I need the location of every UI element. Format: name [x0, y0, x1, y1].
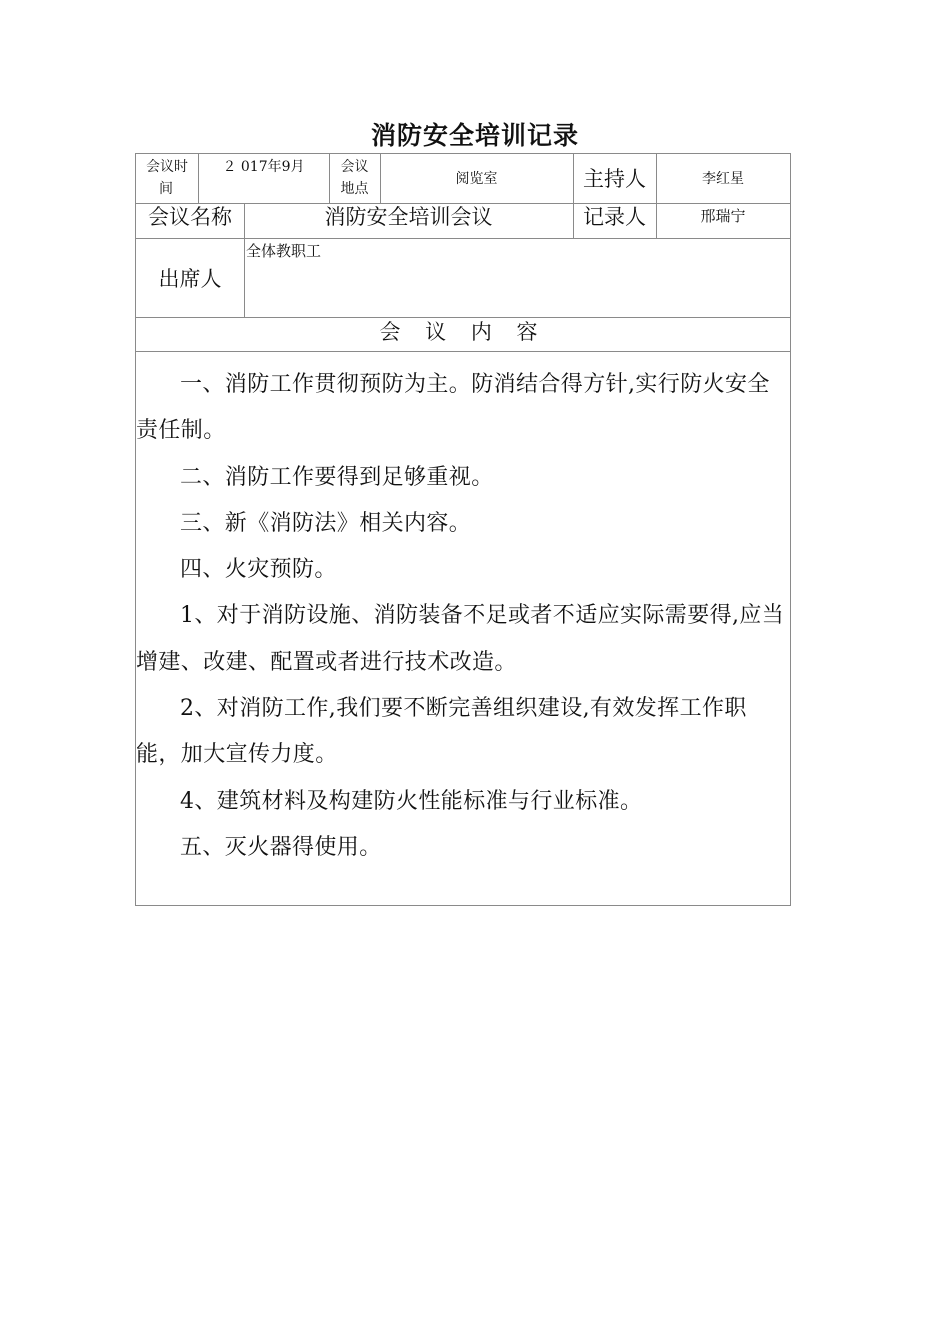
- document-title: 消防安全培训记录: [370, 121, 579, 150]
- host-value: 李红星: [702, 171, 744, 187]
- attendees-label: 出席人: [158, 267, 222, 291]
- meeting-time-value: ２ 017年9月: [222, 159, 305, 175]
- recorder-label: 记录人: [583, 205, 646, 229]
- meeting-time-label: 会议时 间: [146, 159, 188, 197]
- content-paragraph: 二、消防工作要得到足够重视。: [180, 464, 494, 490]
- recorder-value: 邢瑞宁: [700, 207, 746, 225]
- row-divider: [136, 351, 790, 352]
- row-divider: [136, 238, 790, 239]
- row-divider: [136, 317, 790, 318]
- meeting-place-label: 会议 地点: [340, 159, 369, 197]
- record-form-table: [135, 153, 791, 906]
- content-paragraph: 四、火灾预防。: [180, 557, 337, 583]
- host-label: 主持人: [583, 167, 646, 191]
- content-paragraph: 三、新《消防法》相关内容。: [180, 510, 472, 536]
- attendees-value: 全体教职工: [246, 242, 322, 260]
- content-paragraph: 五、灭火器得使用。: [180, 834, 382, 860]
- meeting-content: [136, 362, 790, 871]
- content-paragraph: 4、建筑材料及构建防火性能标准与行业标准。: [180, 788, 643, 814]
- content-paragraph: 2、对消防工作,我们要不断完善组织建设,有效发挥工作职能，加大宣传力度。: [136, 696, 747, 768]
- meeting-place-value: 阅览室: [455, 171, 498, 187]
- meeting-name-label: 会议名称: [148, 205, 232, 229]
- content-header: 会 议 内 容: [379, 320, 547, 344]
- content-paragraph: 1、对于消防设施、消防装备不足或者不适应实际需要得,应当增建、改建、配置或者进行技术改造。: [136, 603, 785, 675]
- content-paragraph: 一、消防工作贯彻预防为主。防消结合得方针,实行防火安全责任制。: [136, 372, 770, 444]
- meeting-name-value: 消防安全培训会议: [324, 205, 493, 229]
